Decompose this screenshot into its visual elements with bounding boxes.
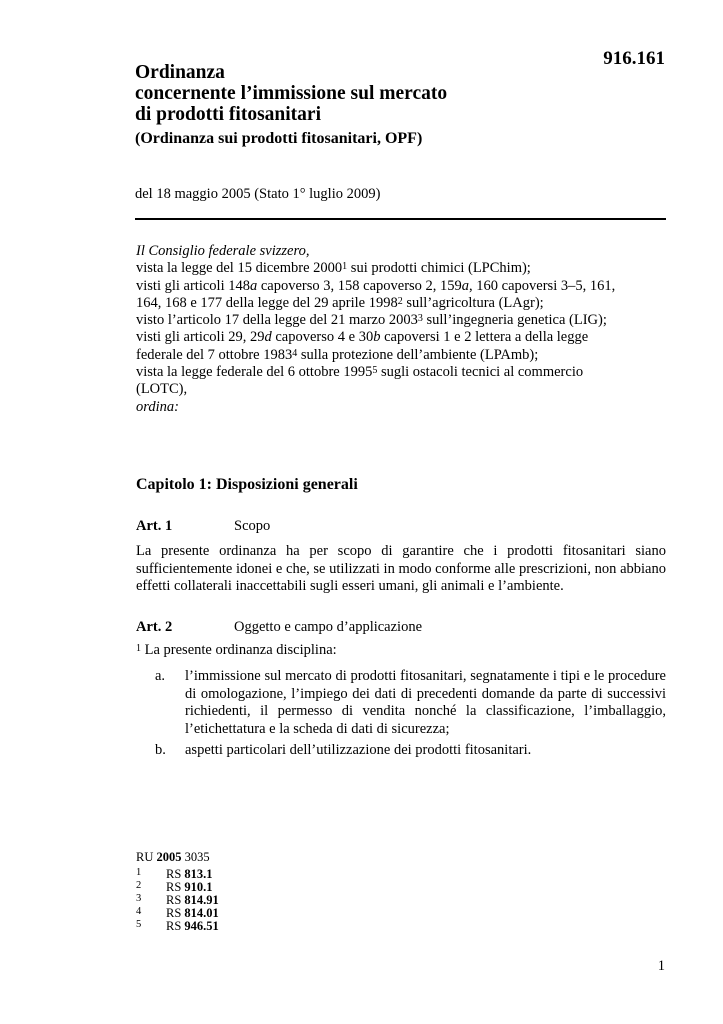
title-line-1: Ordinanza (135, 62, 225, 83)
preamble-intro: Il Consiglio federale svizzero, (136, 243, 310, 259)
title-line-3: di prodotti fitosanitari (135, 104, 321, 125)
footnote-ref[interactable]: 3 (417, 313, 423, 325)
list-item-text: l’immissione sul mercato di prodotti fitosanitari, segnatamente i tipi e le procedure di omologazione, l’impiego dei dati di precedenti domande da parte di successivi richiedenti, il permesso di vendita nonché la classificazione, l’imballaggio, l’etichettatura e la scheda di dati di sicurezza; (185, 668, 666, 737)
title-line-2: concernente l’immissione sul mercato (135, 83, 448, 104)
footnote-ref[interactable]: 1 (342, 261, 348, 273)
header-divider (135, 218, 666, 220)
document-date: del 18 maggio 2005 (Stato 1° luglio 2009) (135, 186, 381, 202)
preamble-line: federale del 7 ottobre 1983$^4$ sulla protezione dell’ambiente (LPAmb); (136, 346, 539, 363)
document-title (135, 62, 447, 125)
paragraph-number: 1 (136, 643, 141, 654)
list-item-letter: b. (155, 742, 166, 758)
preamble-line: vista la legge del 15 dicembre 2000$^1$ sui prodotti chimici (LPChim); (136, 260, 531, 277)
preamble-line: vista la legge federale del 6 ottobre 1995$^5$ sugli ostacoli tecnici al commercio (136, 364, 584, 381)
page-number: 1 (657, 958, 665, 974)
preamble-line: (LOTC), (136, 381, 188, 398)
sr-number: 916.161 (603, 48, 665, 69)
footnote-ref[interactable]: 4 (292, 347, 298, 359)
preamble-line: visti gli articoli 29, 29d capoverso 4 e 30b capoversi 1 e 2 lettera a della legge (136, 329, 589, 346)
footnote-ref[interactable]: 2 (397, 295, 403, 307)
list-item-letter: a. (155, 668, 166, 684)
chapter-heading: Capitolo 1: Disposizioni generali (136, 476, 358, 493)
preamble-line: 164, 168 e 177 della legge del 29 aprile 1998$^2$ sull’agricoltura (LAgr); (136, 294, 544, 311)
article-title: Scopo (234, 518, 271, 534)
document-subtitle: (Ordinanza sui prodotti fitosanitari, OPF) (135, 130, 423, 147)
article-title: Oggetto e campo d’applicazione (234, 619, 423, 635)
article-2-paragraph: $^1$ La presente ordinanza disciplina: (136, 642, 337, 658)
preamble (136, 243, 666, 416)
preamble-line: visto l’articolo 17 della legge del 21 marzo 2003$^3$ sull’ingegneria genetica (LIG); (136, 312, 607, 329)
footnote-ref[interactable]: 5 (372, 365, 378, 377)
article-number: Art. 2 (136, 619, 173, 635)
preamble-line: visti gli articoli 148a capoverso 3, 158 capoverso 2, 159a, 160 capoversi 3–5, 161, (136, 277, 616, 294)
preamble-ordina: ordina: (136, 398, 179, 415)
article-number: Art. 1 (136, 518, 173, 534)
official-compilation-ref: RU 2005 3035 (136, 850, 210, 864)
article-1-text: La presente ordinanza ha per scopo di garantire che i prodotti fitosanitari siano sufficientemente idonei e che, se utilizzati in modo conforme alle prescrizioni, non abbiano effetti collaterali inaccettabili sugli esseri umani, gli animali e l’ambiente. (136, 543, 666, 594)
list-item-text: aspetti particolari dell’utilizzazione dei prodotti fitosanitari. (185, 742, 532, 758)
